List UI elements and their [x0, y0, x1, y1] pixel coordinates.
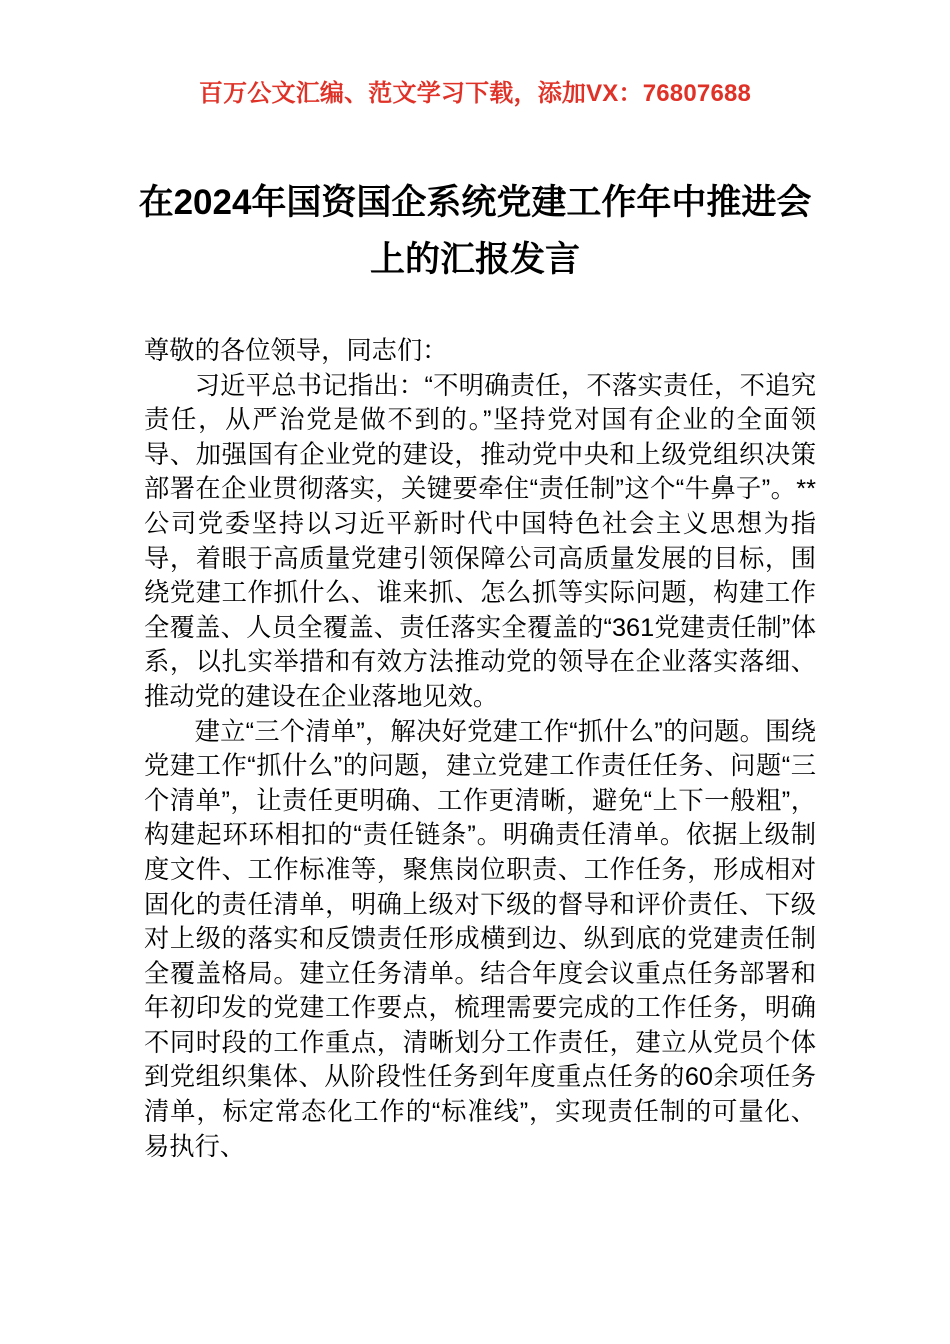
salutation-line: 尊敬的各位领导，同志们： — [144, 337, 448, 365]
document-body — [144, 334, 816, 1164]
body-paragraph-1: 习近平总书记指出：“不明确责任，不落实责任，不追究责任，从严治党是做不到的。”坚持党对国有企业的全面领导、加强国有企业党的建设，推动党中央和上级党组织决策部署在企业贯彻落实，关键要牵住“责任制”这个“牛鼻子”。**公司党委坚持以习近平新时代中国特色社会主义思想为指导，着眼于高质量党建引领保障公司高质量发展的目标，围绕党建工作抓什么、谁来抓、怎么抓等实际问题，构建工作全覆盖、人员全覆盖、责任落实全覆盖的“361党建责任制”体系，以扎实举措和有效方法推动党的领导在企业落实落细、推动党的建设在企业落地见效。 — [144, 371, 816, 711]
body-paragraph-2: 建立“三个清单”，解决好党建工作“抓什么”的问题。围绕党建工作“抓什么”的问题，建立党建工作责任任务、问题“三个清单”，让责任更明确、工作更清晰，避免“上下一般粗”，构建起环环相扣的“责任链条”。明确责任清单。依据上级制度文件、工作标准等，聚焦岗位职责、工作任务，形成相对固化的责任清单，明确上级对下级的督导和评价责任、下级对上级的落实和反馈责任形成横到边、纵到底的党建责任制全覆盖格局。建立任务清单。结合年度会议重点任务部署和年初印发的党建工作要点，梳理需要完成的工作任务，明确不同时段的工作重点，清晰划分工作责任，建立从党员个体到党组织集体、从阶段性任务到年度重点任务的60余项任务清单，标定常态化工作的“标准线”，实现责任制的可量化、易执行、 — [144, 717, 816, 1161]
promo-watermark-header: 百万公文汇编、范文学习下载，添加VX：76807688 — [198, 80, 752, 107]
document-title: 在2024年国资国企系统党建工作年中推进会上的汇报发言 — [138, 183, 812, 279]
